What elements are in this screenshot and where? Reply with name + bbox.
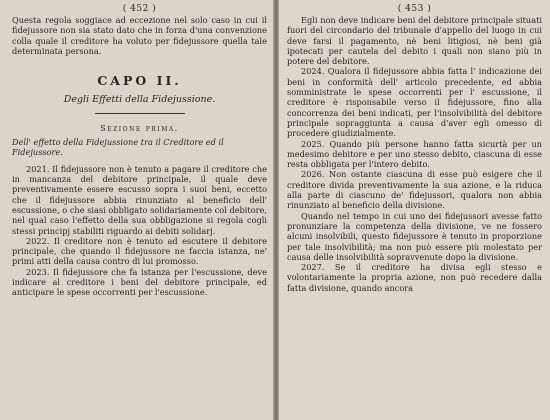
article-paragraph: 2026. Non ostante ciascuna di esse può esigere che il creditore divida preventivamente la sua azione, e la riduca alla parte di ciascuno de' fidejussori, qualora non abbia rinunziato al beneficio della divisione. [287, 169, 542, 211]
article-paragraph: 2021. Il fidejussore non è tenuto a pagare il creditore che in mancanza del debitore principale, il quale deve preventivamente essere escusso sopra i suoi beni, eccetto che il fidejussore abbia rinunziato al beneficio dell' escussione, o che siasi obbligato solidariamente col debitore, nel qual caso l'effetto della sua obbligazione si regola cogli stessi principj stabiliti riguardo ai debiti solidarj. [12, 163, 267, 236]
chapter-heading: CAPO II. [97, 73, 182, 89]
section-heading: Sezione prima. [100, 124, 179, 134]
article-paragraph: Egli non deve indicare beni del debitore principale situati fuori del circondario del tribunale d'appello del luogo in cui deve farsi il pagamento, nè beni litigiosi, nè beni già ipotecati per cautela del debito i quali non siano più in potere del debitore. [287, 15, 542, 67]
article-paragraph: Quando nel tempo in cui uno dei fidejussori avesse fatto pronunziare la competenza della divisione, ve ne fossero alcuni insolvibili, questo fidejussore è tenuto in proporzione per tale insolvibilità; ma non può essere più molestato per causa delle insolvibilità sopravvenute dopo la divisione. [287, 210, 542, 262]
left-page [0, 0, 273, 420]
page-number: ( 453 ) [397, 4, 432, 14]
intro-paragraph: Questa regola soggiace ad eccezione nel solo caso in cui il fidejussore non sia stato dato che in forza d'una convenzione colla quale il creditore ha voluto per fidejussore quella tale determinata persona. [12, 15, 267, 56]
article-paragraph: 2023. Il fidejussore che fa istanza per l'escussione, deve indicare al creditore i beni del debitore principale, ed anticipare le spese occorrenti per l'escussione. [12, 266, 267, 298]
section-title: Dell' effetto della Fidejussione tra il Creditore ed il Fidejussore. [12, 137, 224, 158]
article-paragraph: 2024. Qualora il fidejussore abbia fatta l' indicazione dei beni in conformità dell' articolo precedente, ed abbia somministrate le spese occorrenti per l' escussione, il creditore è risponsabile verso il fidejussore, fino alla concorrenza dei beni indicati, per l'insolvibilità del debitore principale sopraggiunta a causa d'aver egli omesso di procedere giudizialmente. [287, 66, 542, 139]
page-number: ( 452 ) [122, 4, 157, 14]
divider [95, 113, 185, 114]
article-paragraph: 2027. Se il creditore ha divisa egli stesso e volontariamente la propria azione, non può recedere dalla fatta divisione, quando ancora [287, 262, 542, 293]
chapter-title: Degli Effetti della Fidejussione. [63, 94, 216, 106]
article-paragraph: 2025. Quando più persone hanno fatta sicurtà per un medesimo debitore e per uno stesso debito, ciascuna di esse resta obbligata per l'intero debito. [287, 138, 542, 170]
article-paragraph: 2022. Il creditore non è tenuto ad escutere il debitore principale, che quando il fidejussore ne faccia istanza, ne' primi atti della causa contro di lui promosso. [12, 235, 267, 267]
right-page [279, 0, 550, 420]
